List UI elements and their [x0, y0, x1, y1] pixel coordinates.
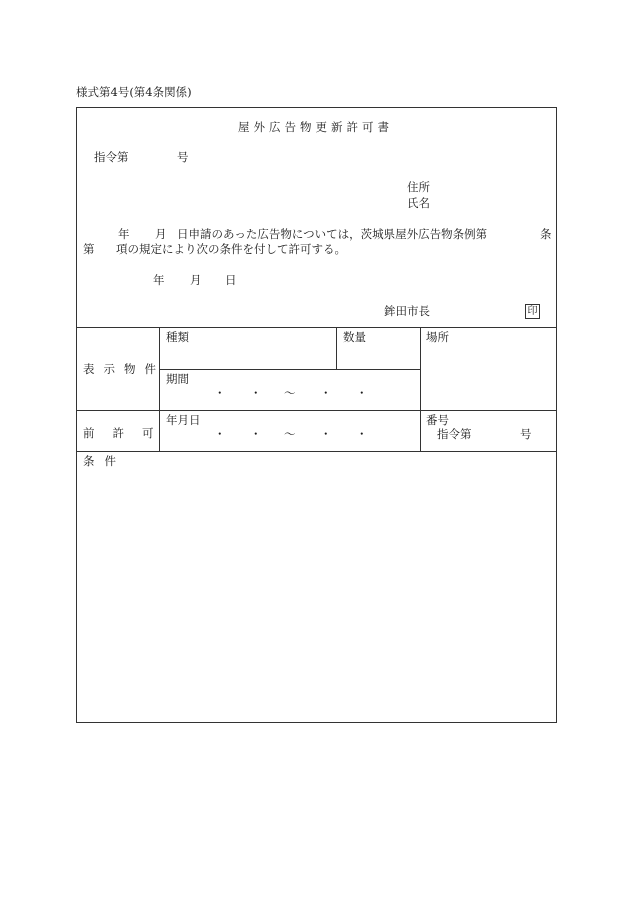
display-row-divider: [159, 369, 420, 370]
prev-permit-top-rule: [76, 410, 557, 411]
table-top-rule: [76, 327, 557, 328]
form-label: 様式第4号(第4条関係): [76, 85, 192, 99]
prev-date-tilde: ～: [284, 427, 296, 441]
issuer-name: 鉾田市長: [384, 304, 430, 318]
period-start-dot-2: ・: [250, 386, 262, 400]
document-title: 屋外広告物更新許可書: [238, 120, 393, 134]
prev-date-dot-1: ・: [214, 427, 226, 441]
prev-permit-order-suffix: 号: [520, 427, 532, 441]
quantity-column-rule: [336, 327, 337, 369]
order-number-suffix: 号: [177, 150, 189, 164]
name-label: 氏名: [407, 196, 430, 210]
issue-year: 年: [153, 273, 165, 287]
issue-month: 月: [190, 273, 202, 287]
form-frame: [76, 107, 557, 723]
prev-date-dot-3: ・: [320, 427, 332, 441]
period-start-dot-1: ・: [214, 386, 226, 400]
period-label: 期間: [166, 372, 189, 386]
prev-permit-number-label: 番号: [426, 413, 449, 427]
conditions-top-rule: [76, 451, 557, 452]
display-item-header: 表示物件: [83, 362, 165, 376]
quantity-label: 数量: [343, 330, 366, 344]
body-text-line1: 日申請のあった広告物については，茨城県屋外広告物条例第: [177, 227, 488, 241]
body-month: 月: [155, 227, 167, 241]
body-year: 年: [118, 227, 130, 241]
body-text-line2: 項の規定により次の条件を付して許可する。: [116, 242, 346, 256]
prev-date-dot-2: ・: [250, 427, 262, 441]
type-label: 種類: [166, 330, 189, 344]
conditions-label: 条件: [83, 454, 126, 468]
body-paragraph-prefix: 第: [83, 242, 95, 256]
prev-permit-order-prefix: 指令第: [437, 427, 472, 441]
prev-permit-date-label: 年月日: [166, 413, 201, 427]
seal-mark: 印: [525, 304, 540, 319]
prev-date-dot-4: ・: [356, 427, 368, 441]
period-end-dot-1: ・: [320, 386, 332, 400]
period-tilde: ～: [284, 386, 296, 400]
body-article: 条: [540, 227, 552, 241]
order-number-prefix: 指令第: [94, 150, 129, 164]
location-column-rule: [420, 327, 421, 451]
address-label: 住所: [407, 180, 430, 194]
period-end-dot-2: ・: [356, 386, 368, 400]
location-label: 場所: [426, 330, 449, 344]
prev-permit-header: 前許可: [83, 426, 172, 440]
issue-day: 日: [225, 273, 237, 287]
